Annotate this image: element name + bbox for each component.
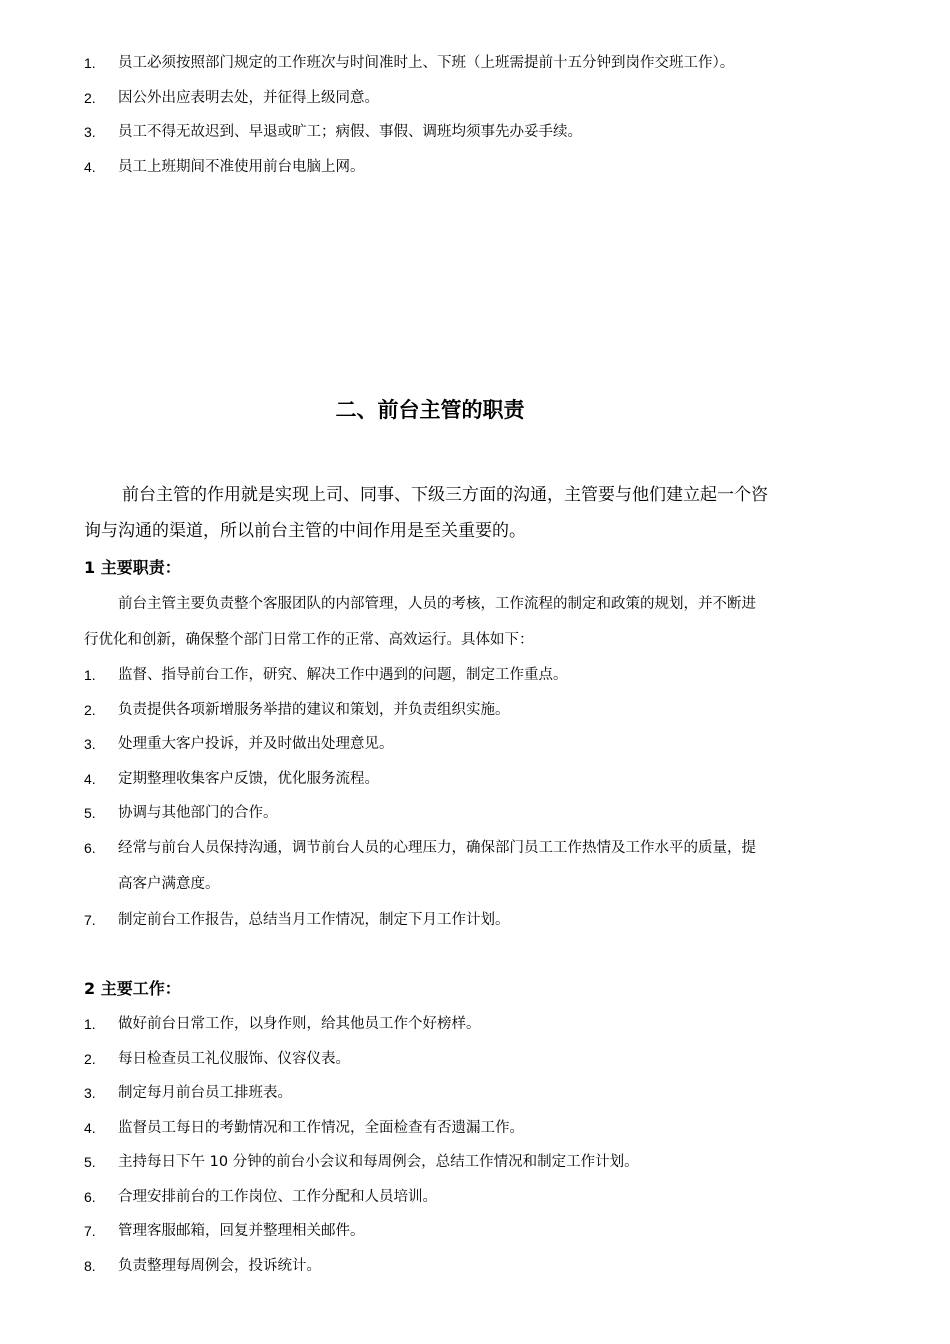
item-text: 定期整理收集客户反馈，优化服务流程。	[118, 771, 379, 787]
item-text: 每日检查员工礼仪服饰、仪容仪表。	[118, 1051, 350, 1067]
item-text: 主持每日下午 10 分钟的前台小会议和每周例会，总结工作情况和制定工作计划。	[118, 1154, 639, 1170]
item-text: 合理安排前台的工作岗位、工作分配和人员培训。	[118, 1189, 437, 1205]
list-item	[84, 830, 874, 902]
item-text-continued: 高客户满意度。	[118, 876, 220, 892]
item-text: 监督、指导前台工作，研究、解决工作中遇到的问题，制定工作重点。	[118, 667, 568, 683]
item-text: 处理重大客户投诉，并及时做出处理意见。	[118, 736, 394, 752]
item-text: 协调与其他部门的合作。	[118, 805, 278, 821]
item-number: 4.	[84, 1120, 96, 1136]
item-number: 4.	[84, 159, 96, 175]
item-number: 2.	[84, 90, 96, 106]
section-title: 二、前台主管的职责	[335, 398, 525, 422]
item-text: 做好前台日常工作，以身作则，给其他员工作个好榜样。	[118, 1016, 481, 1032]
intro-line-1: 前台主管的作用就是实现上司、同事、下级三方面的沟通，主管要与他们建立起一个咨	[122, 485, 768, 505]
item-number: 5.	[84, 805, 96, 821]
item-text: 制定每月前台员工排班表。	[118, 1085, 292, 1101]
item-text: 制定前台工作报告，总结当月工作情况，制定下月工作计划。	[118, 912, 510, 928]
duties-desc-line-1: 前台主管主要负责整个客服团队的内部管理，人员的考核，工作流程的制定和政策的规划，并不断进	[118, 596, 756, 612]
item-text: 因公外出应表明去处，并征得上级同意。	[118, 90, 379, 106]
item-number: 1.	[84, 1016, 96, 1032]
item-text: 员工必须按照部门规定的工作班次与时间准时上、下班（上班需提前十五分钟到岗作交班工作）。	[118, 55, 735, 71]
item-text: 监督员工每日的考勤情况和工作情况，全面检查有否遗漏工作。	[118, 1120, 524, 1136]
item-number: 5.	[84, 1154, 96, 1170]
item-number: 7.	[84, 1223, 96, 1239]
work-heading: 2 主要工作：	[84, 979, 181, 998]
duties-heading: 1 主要职责：	[84, 558, 181, 577]
duties-desc-line-2: 行优化和创新，确保整个部门日常工作的正常、高效运行。具体如下：	[84, 632, 534, 648]
item-number: 6.	[84, 840, 96, 856]
item-number: 1.	[84, 55, 96, 71]
item-text: 员工不得无故迟到、早退或旷工；病假、事假、调班均须事先办妥手续。	[118, 124, 582, 140]
item-number: 7.	[84, 912, 96, 928]
item-text: 经常与前台人员保持沟通，调节前台人员的心理压力，确保部门员工工作热情及工作水平的质量，提	[118, 840, 756, 856]
item-number: 2.	[84, 702, 96, 718]
item-number: 8.	[84, 1258, 96, 1274]
item-text: 管理客服邮箱，回复并整理相关邮件。	[118, 1223, 365, 1239]
item-number: 2.	[84, 1051, 96, 1067]
item-text: 负责整理每周例会，投诉统计。	[118, 1258, 321, 1274]
item-number: 3.	[84, 124, 96, 140]
item-text: 负责提供各项新增服务举措的建议和策划，并负责组织实施。	[118, 702, 510, 718]
item-number: 3.	[84, 736, 96, 752]
item-number: 4.	[84, 771, 96, 787]
intro-line-2: 询与沟通的渠道，所以前台主管的中间作用是至关重要的。	[84, 521, 526, 541]
item-number: 6.	[84, 1189, 96, 1205]
item-number: 3.	[84, 1085, 96, 1101]
item-text: 员工上班期间不准使用前台电脑上网。	[118, 159, 365, 175]
item-number: 1.	[84, 667, 96, 683]
